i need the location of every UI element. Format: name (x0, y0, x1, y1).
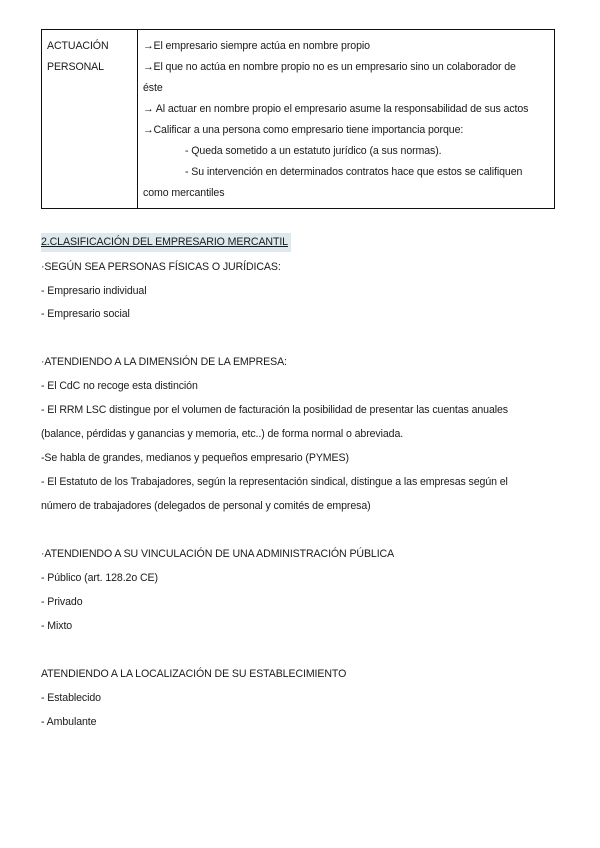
list-item: - El RRM LSC distingue por el volumen de facturación la posibilidad de presentar las cuentas anuales (41, 404, 508, 416)
list-item: - Mixto (41, 620, 73, 632)
list-item-continuation: número de trabajadores (delegados de personal y comités de empresa) (41, 500, 371, 512)
definition-line: como mercantiles (143, 187, 225, 199)
heading-vinculacion: ·ATENDIENDO A SU VINCULACIÓN DE UNA ADMINISTRACIÓN PÚBLICA (41, 548, 395, 560)
term-cell (42, 30, 138, 209)
definition-table (41, 29, 555, 209)
list-item: - Privado (41, 596, 83, 608)
list-item: - Empresario individual (41, 285, 147, 297)
list-item: - El CdC no recoge esta distinción (41, 380, 198, 392)
section-title: 2.CLASIFICACIÓN DEL EMPRESARIO MERCANTIL (41, 233, 291, 252)
table-row (42, 30, 555, 209)
definition-line: →El que no actúa en nombre propio no es un empresario sino un colaborador de (143, 61, 516, 73)
definition-line: - Queda sometido a un estatuto jurídico (a sus normas). (185, 145, 442, 157)
list-item: - El Estatuto de los Trabajadores, según la representación sindical, distingue a las empresas según el (41, 476, 508, 488)
definition-line: →El empresario siempre actúa en nombre propio (143, 40, 370, 52)
definition-line: → Al actuar en nombre propio el empresario asume la responsabilidad de sus actos (143, 103, 529, 115)
list-item: - Empresario social (41, 308, 130, 320)
heading-localizacion: ATENDIENDO A LA LOCALIZACIÓN DE SU ESTABLECIMIENTO (41, 668, 347, 680)
definition-line: éste (143, 82, 163, 94)
heading-dimension: ·ATENDIENDO A LA DIMENSIÓN DE LA EMPRESA: (41, 356, 287, 368)
heading-personas: ·SEGÚN SEA PERSONAS FÍSICAS O JURÍDICAS: (41, 261, 281, 273)
list-item: - Público (art. 128.2o CE) (41, 572, 158, 584)
list-item: -Se habla de grandes, medianos y pequeños empresario (PYMES) (41, 452, 349, 464)
list-item: - Ambulante (41, 716, 97, 728)
term-label-line1: ACTUACIÓN (47, 40, 109, 52)
definition-line: - Su intervención en determinados contratos hace que estos se califiquen (185, 166, 523, 178)
term-label-line2: PERSONAL (47, 61, 104, 73)
list-item-continuation: (balance, pérdidas y ganancias y memoria, etc..) de forma normal o abreviada. (41, 428, 404, 440)
definition-line: →Calificar a una persona como empresario tiene importancia porque: (143, 124, 464, 136)
definition-cell (138, 30, 555, 209)
list-item: - Establecido (41, 692, 101, 704)
